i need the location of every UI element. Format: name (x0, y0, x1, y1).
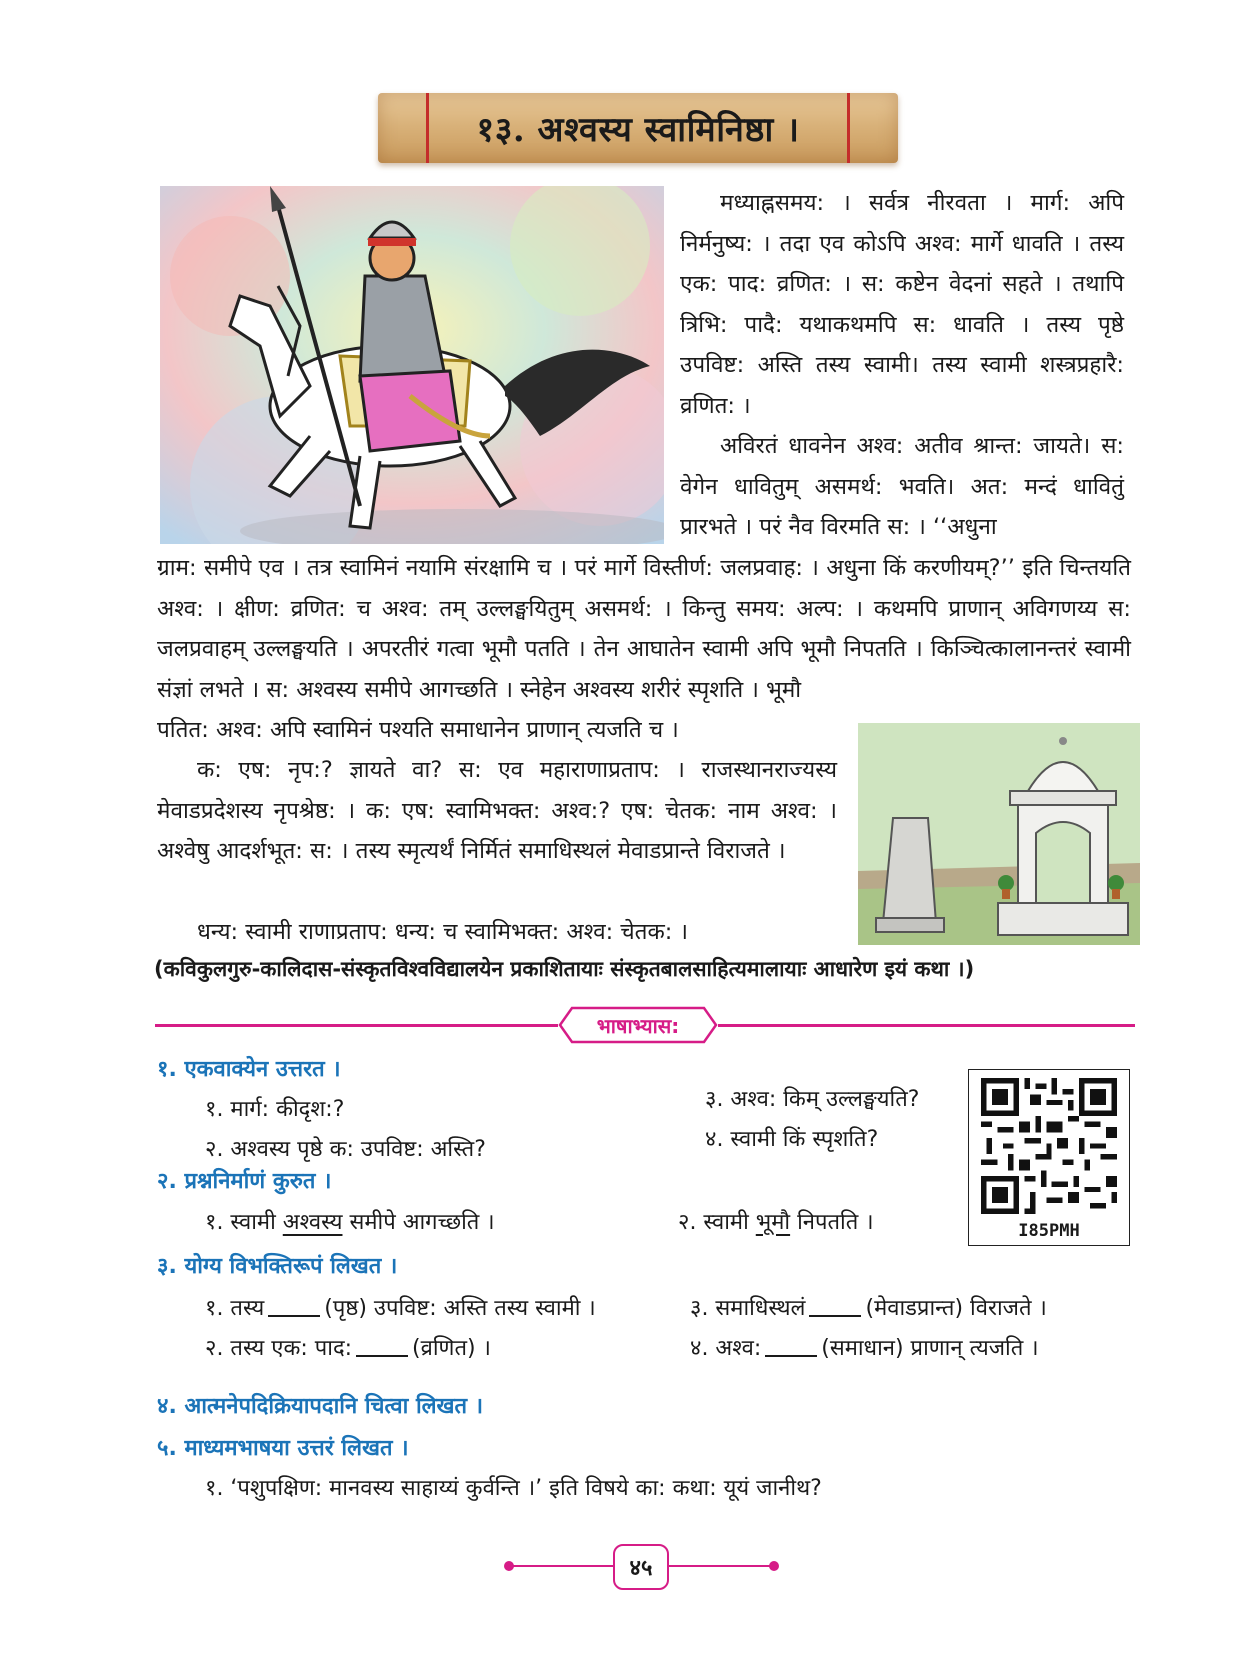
qr-code-box[interactable] (968, 1069, 1130, 1246)
page-number-line-right (668, 1565, 771, 1567)
q3-item-2 (205, 1332, 491, 1362)
page-number-line-left (512, 1565, 613, 1567)
q2-item-2-prefix: २. स्वामी (678, 1210, 756, 1235)
story-source-note: (कविकुलगुरु-कालिदास-संस्कृतविश्वविद्यालयेन प्रकाशितायाः संस्कृतबालसाहित्यमालायाः आधारेण इयं कथा ।) (154, 957, 975, 981)
question-3-heading: ३. योग्य विभक्तिरूपं लिखत । (157, 1254, 398, 1279)
q1-item-4: ४. स्वामी किं स्पृशति? (705, 1127, 879, 1152)
q3-item-4 (690, 1332, 1039, 1362)
q3-item-3-blank[interactable] (809, 1315, 861, 1317)
lesson-title-banner (378, 93, 898, 163)
q3-item-3-prefix: ३. समाधिस्थलं (690, 1296, 806, 1321)
q2-item-1-suffix: समीपे आगच्छति । (342, 1210, 495, 1235)
q3-item-2-blank[interactable] (356, 1355, 408, 1357)
story-paragraph-5: क: एष: नृप:? ज्ञायते वा? स: एव महाराणाप्रताप: । राजस्थानराज्यस्य मेवाडप्रदेशस्य नृपश्रेष्ठ: । क: एष: स्वामिभक्त: अश्व:? एष: चेतक: नाम अश्व: । अश्वेषु आदर्शभूत: स: । तस्य स्मृत्यर्थं निर्मितं समाधिस्थलं मेवाडप्रान्ते विराजते । (157, 757, 837, 864)
qr-code-label: I85PMH (1018, 1221, 1080, 1241)
story-paragraph-2: अविरतं धावनेन अश्व: अतीव श्रान्त: जायते। स: वेगेन धावितुम् असमर्थ: भवति। अत: मन्दं धावितुं प्रारभते । परं नैव विरमति स: । ‘‘अधुना (680, 433, 1124, 540)
q2-item-1-prefix: १. स्वामी (205, 1210, 283, 1235)
q2-item-2-suffix: निपतति । (790, 1210, 874, 1235)
q3-item-3 (690, 1292, 1047, 1322)
q3-item-2-suffix: (व्रणित) । (412, 1336, 491, 1361)
story-paragraph-6: धन्य: स्वामी राणाप्रताप: धन्य: च स्वामिभक्त: अश्व: चेतक: । (197, 919, 689, 945)
q3-item-4-suffix: (समाधान) प्राणान् त्यजति । (821, 1336, 1039, 1361)
q2-item-1 (205, 1206, 495, 1236)
page-number-dot-left (504, 1561, 514, 1571)
q1-item-3: ३. अश्व: किम् उल्लङ्घयति? (705, 1087, 920, 1112)
q3-item-1-prefix: १. तस्य (205, 1296, 265, 1321)
q1-item-2: २. अश्वस्य पृष्ठे क: उपविष्ट: अस्ति? (205, 1137, 486, 1162)
q3-item-1-suffix: (पृष्ठ) उपविष्ट: अस्ति तस्य स्वामी । (324, 1296, 596, 1321)
exercise-label-text: भाषाभ्यास: (596, 1013, 680, 1038)
story-paragraph-1: मध्याह्नसमय: । सर्वत्र नीरवता । मार्ग: अपि निर्मनुष्य: । तदा एव कोऽपि अश्व: मार्गे धावति । तस्य एक: पाद: व्रणित: । स: कष्टेन वेदनां सहते । तथापि त्रिभि: पादै: यथाकथमपि स: धावति । तस्य पृष्ठे उपविष्ट: अस्ति तस्य स्वामी। तस्य स्वामी शस्त्रप्रहारै: व्रणित: । (680, 190, 1124, 419)
question-4-heading: ४. आत्मनेपदिक्रियापदानि चित्वा लिखत । (157, 1394, 484, 1419)
story-paragraph-3: ग्राम: समीपे एव । तत्र स्वामिनं नयामि संरक्षामि च । परं मार्गे विस्तीर्ण: जलप्रवाह: । अधुना किं करणीयम्?’’ इति चिन्तयति अश्व: । क्षीण: व्रणित: च अश्व: तम् उल्लङ्घयितुम् असमर्थ: । किन्तु समय: अल्प: । कथमपि प्राणान् अविगणय्य स: जलप्रवाहम् उल्लङ्घयति । अपरतीरं गत्वा भूमौ पतति । तेन आघातेन स्वामी अपि भूमौ निपतति । किञ्चित्कालानन्तरं स्वामी संज्ञां लभते । स: अश्वस्य समीपे आगच्छति । स्नेहेन अश्वस्य शरीरं स्पृशति । भूमौ (157, 555, 1131, 703)
q3-item-3-suffix: (मेवाडप्रान्त) विराजते । (865, 1296, 1047, 1321)
q3-item-4-blank[interactable] (765, 1355, 817, 1357)
q3-item-1 (205, 1292, 596, 1322)
chetak-memorial-illustration (858, 723, 1140, 945)
q1-item-1: १. मार्ग: कीदृश:? (205, 1097, 345, 1122)
q3-item-4-prefix: ४. अश्व: (690, 1336, 762, 1361)
exercise-section-label (558, 1006, 718, 1044)
q3-item-1-blank[interactable] (268, 1315, 320, 1317)
question-2-heading: २. प्रश्ननिर्माणं कुरुत । (157, 1169, 332, 1194)
q3-item-2-prefix: २. तस्य एक: पाद: (205, 1336, 353, 1361)
story-paragraph-4: पतित: अश्व: अपि स्वामिनं पश्यति समाधानेन प्राणान् त्यजति च । (157, 717, 679, 743)
page-number-dot-right (769, 1561, 779, 1571)
q2-item-1-underlined: अश्वस्य (282, 1210, 343, 1235)
q5-item-1: १. ‘पशुपक्षिण: मानवस्य साहाय्यं कुर्वन्ति ।’ इति विषये का: कथा: यूयं जानीथ? (205, 1476, 822, 1501)
qr-code-icon (981, 1078, 1117, 1214)
rider-on-horse-illustration (160, 186, 664, 544)
q2-item-2 (678, 1206, 874, 1236)
page-number: ४५ (613, 1544, 669, 1590)
question-5-heading: ५. माध्यमभाषया उत्तरं लिखत । (157, 1436, 409, 1461)
q2-item-2-underlined: भूमौ (755, 1210, 791, 1235)
question-1-heading: १. एकवाक्येन उत्तरत । (157, 1057, 341, 1082)
lesson-title: १३. अश्वस्य स्वामिनिष्ठा । (476, 110, 800, 150)
